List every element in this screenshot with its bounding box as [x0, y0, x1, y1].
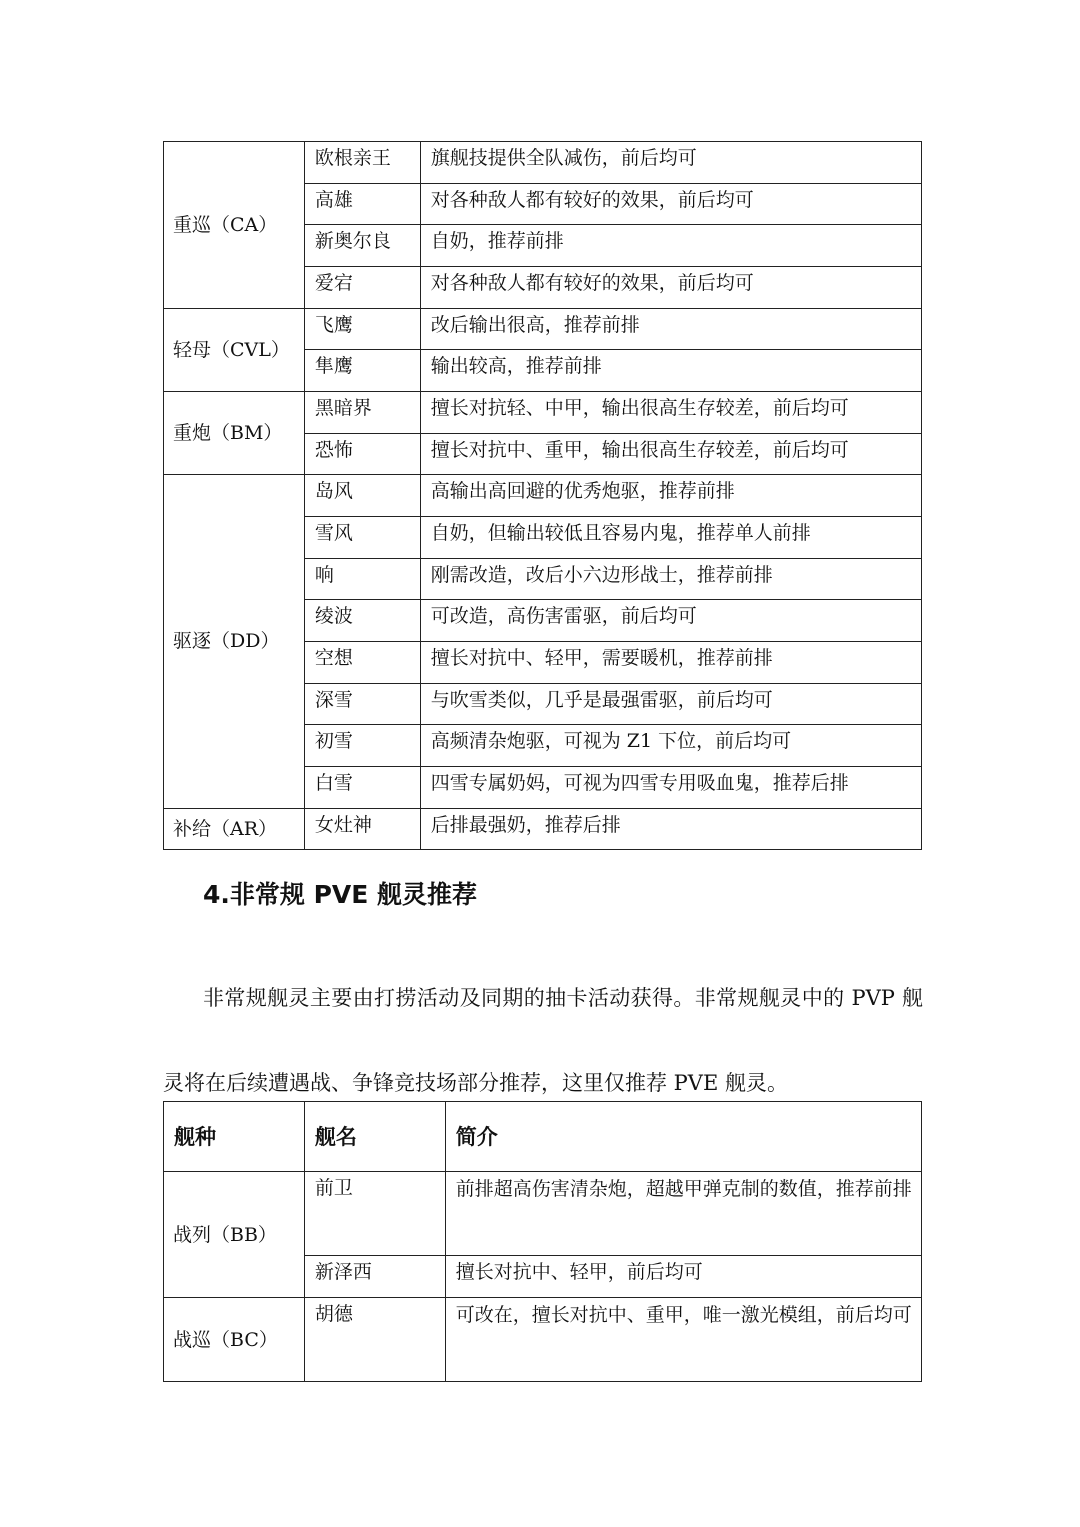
ship-name-cell: 响	[304, 558, 420, 600]
ship-desc-cell: 四雪专属奶妈，可视为四雪专用吸血鬼，推荐后排	[420, 766, 921, 808]
ship-name-cell: 深雪	[304, 683, 420, 725]
ship-name-cell: 岛风	[304, 475, 420, 517]
category-cell: 重炮（BM）	[164, 391, 305, 474]
ship-desc-text: 前排超高伤害清杂炮，超越甲弹克制的数值，推荐前排	[455, 1178, 912, 1200]
table-row	[164, 1172, 922, 1256]
ship-desc-text: 可改在，擅长对抗中、重甲，唯一激光模组，前后均可	[455, 1304, 912, 1326]
ship-table-1	[163, 141, 922, 850]
ship-name-cell: 胡德	[304, 1298, 445, 1382]
ship-desc-cell: 可改造，高伤害雷驱，前后均可	[420, 600, 921, 642]
ship-desc-cell: 高频清杂炮驱，可视为 Z1 下位，前后均可	[420, 725, 921, 767]
header-name: 舰名	[304, 1102, 445, 1172]
category-cell: 重巡（CA）	[164, 142, 305, 309]
ship-name-cell: 飞鹰	[304, 308, 420, 350]
ship-desc-cell: 擅长对抗轻、中甲，输出很高生存较差，前后均可	[420, 391, 921, 433]
ship-name-cell: 女灶神	[304, 808, 420, 850]
table-row	[164, 1298, 922, 1382]
category-cell: 战巡（BC）	[164, 1298, 305, 1382]
ship-desc-cell: 旗舰技提供全队减伤，前后均可	[420, 142, 921, 184]
table-row	[164, 142, 922, 184]
ship-desc-cell: 擅长对抗中、重甲，输出很高生存较差，前后均可	[420, 433, 921, 475]
ship-name-cell: 欧根亲王	[304, 142, 420, 184]
ship-desc-cell: 改后输出很高，推荐前排	[420, 308, 921, 350]
ship-name-cell: 新奥尔良	[304, 225, 420, 267]
header-type: 舰种	[164, 1102, 305, 1172]
category-cell: 战列（BB）	[164, 1172, 305, 1298]
table-row	[164, 808, 922, 850]
ship-desc-cell: 与吹雪类似，几乎是最强雷驱，前后均可	[420, 683, 921, 725]
ship-name-cell: 绫波	[304, 600, 420, 642]
ship-desc-cell: 擅长对抗中、轻甲，需要暖机，推荐前排	[420, 641, 921, 683]
ship-desc-cell: 对各种敌人都有较好的效果，前后均可	[420, 266, 921, 308]
ship-desc-cell: 擅长对抗中、轻甲，前后均可	[445, 1256, 921, 1298]
table-row	[164, 391, 922, 433]
ship-name-cell: 新泽西	[304, 1256, 445, 1298]
ship-desc-cell: 后排最强奶，推荐后排	[420, 808, 921, 850]
header-intro: 简介	[445, 1102, 921, 1172]
ship-desc-cell: 输出较高，推荐前排	[420, 350, 921, 392]
ship-name-cell: 雪风	[304, 516, 420, 558]
category-cell: 轻母（CVL）	[164, 308, 305, 391]
ship-name-cell: 空想	[304, 641, 420, 683]
ship-name-cell: 黑暗界	[304, 391, 420, 433]
ship-name-cell: 隼鹰	[304, 350, 420, 392]
ship-desc-cell	[445, 1172, 921, 1256]
ship-name-cell: 高雄	[304, 183, 420, 225]
ship-desc-cell	[445, 1298, 921, 1382]
section-heading: 4.非常规 PVE 舰灵推荐	[203, 880, 478, 909]
category-cell: 驱逐（DD）	[164, 475, 305, 808]
section-paragraph: 非常规舰灵主要由打捞活动及同期的抽卡活动获得。非常规舰灵中的 PVP 舰灵将在后续遭遇战、争锋竞技场部分推荐，这里仅推荐 PVE 舰灵。	[163, 986, 923, 1095]
ship-name-cell: 前卫	[304, 1172, 445, 1256]
ship-table-2	[163, 1101, 922, 1382]
ship-desc-cell: 高输出高回避的优秀炮驱，推荐前排	[420, 475, 921, 517]
ship-name-cell: 白雪	[304, 766, 420, 808]
ship-name-cell: 爱宕	[304, 266, 420, 308]
ship-desc-cell: 自奶，但输出较低且容易内鬼，推荐单人前排	[420, 516, 921, 558]
table-row	[164, 308, 922, 350]
ship-name-cell: 初雪	[304, 725, 420, 767]
ship-name-cell: 恐怖	[304, 433, 420, 475]
category-cell: 补给（AR）	[164, 808, 305, 850]
ship-desc-cell: 自奶，推荐前排	[420, 225, 921, 267]
table-row	[164, 475, 922, 517]
ship-desc-cell: 刚需改造，改后小六边形战士，推荐前排	[420, 558, 921, 600]
ship-desc-cell: 对各种敌人都有较好的效果，前后均可	[420, 183, 921, 225]
table-header-row	[164, 1102, 922, 1172]
